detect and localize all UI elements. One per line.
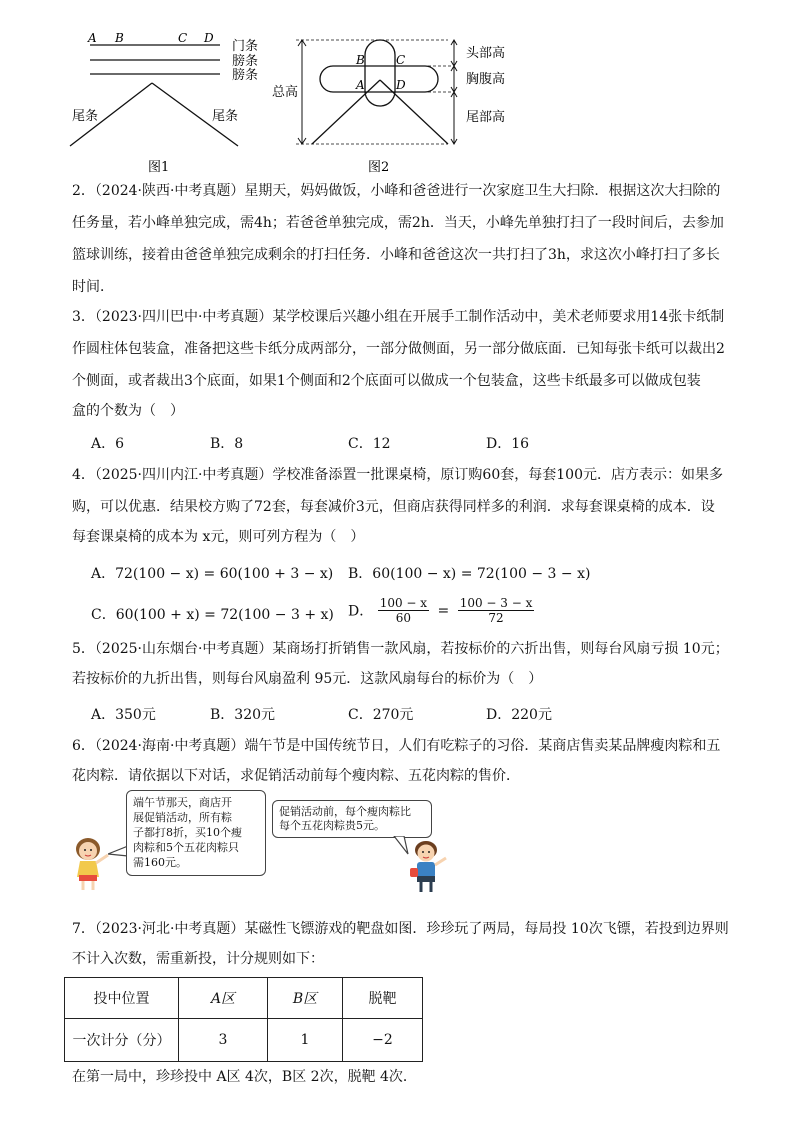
question-text: 购，可以优惠．结果校方购了72套，每套减价3元，但商店获得同样多的利润．求每套课桌椅的成本．设: [72, 499, 715, 515]
bubble-line: 需160元。: [133, 856, 187, 869]
table-header-row: [65, 978, 423, 1019]
option-b: B．320元: [210, 707, 276, 723]
point-label: C: [178, 31, 188, 45]
speech-bubble-right: [272, 800, 432, 838]
table-header-cell: A区: [179, 978, 268, 1019]
question-text: 若按标价的九折出售，则每台风扇盈利 95元．这款风扇每台的标价为（ ）: [72, 671, 543, 687]
tail-label: 尾条: [212, 109, 239, 124]
bubble-tail-left: [108, 844, 128, 858]
table-header-cell: 投中位置: [65, 978, 179, 1019]
option-c: C．270元: [348, 707, 414, 723]
fraction-right: [458, 596, 535, 625]
question-text: 4．（2025·四川内江·中考真题）学校准备添置一批课桌椅，原订购60套，每套100元．店方表示：如果多: [72, 467, 723, 483]
boy-illustration: [404, 838, 454, 894]
point-label: D: [396, 78, 406, 92]
question-text: 7．（2023·河北·中考真题）某磁性飞镖游戏的靶盘如图．珍珍玩了两局，每局投 10次飞镖，若投到边界则: [72, 921, 729, 937]
option-a: A．6: [91, 436, 125, 452]
question-text: 6．（2024·海南·中考真题）端午节是中国传统节日，人们有吃粽子的习俗．某商店售卖某品牌瘦肉粽和五: [72, 738, 721, 754]
table-row: [65, 1019, 423, 1062]
point-label: B: [356, 53, 365, 67]
bubble-line: 展促销活动，所有粽: [133, 811, 232, 824]
numerator: 100 − x: [379, 596, 428, 610]
option-a: A．72(100 − x) = 60(100 + 3 − x): [91, 566, 334, 582]
table-cell: 3: [179, 1019, 268, 1062]
head-height-label: 头部高: [466, 46, 506, 61]
point-label: C: [396, 53, 406, 67]
question-text: 5．（2025·山东烟台·中考真题）某商场打折销售一款风扇，若按标价的六折出售，则每台风扇亏损 10元；: [72, 641, 729, 657]
bubble-line: 肉粽和5个五花肉粽只: [133, 841, 239, 854]
question-text: 在第一局中，珍珍投中 A区 4次，B区 2次，脱靶 4次．: [72, 1069, 417, 1085]
table-header-cell: 脱靶: [343, 978, 423, 1019]
chest-height-label: 胸腹高: [466, 72, 506, 87]
bubble-line: 端午节那天，商店开: [133, 796, 232, 809]
point-label: A: [88, 31, 97, 45]
question-text: 不计入次数，需重新投，计分规则如下：: [72, 951, 324, 967]
table-header-cell: B区: [268, 978, 343, 1019]
strip-label: 膀条: [232, 68, 259, 83]
tail-label: 尾条: [72, 109, 99, 124]
question-text: 花肉粽．请依据以下对话，求促销活动前每个瘦肉粽、五花肉粽的售价．: [72, 768, 520, 784]
figure-1: [60, 28, 280, 178]
question-text: 每套课桌椅的成本为 x元，则可列方程为（ ）: [72, 529, 365, 545]
table-cell: −2: [343, 1019, 423, 1062]
scoring-table: [64, 977, 423, 1062]
denominator: 60: [395, 611, 411, 625]
option-d-prefix: D．: [348, 603, 374, 620]
total-height-label: 总高: [272, 85, 299, 100]
option-a: A．350元: [91, 707, 156, 723]
question-text: 盒的个数为（ ）: [72, 403, 184, 419]
option-d: D．220元: [486, 707, 552, 723]
strip-label: 门条: [232, 39, 259, 54]
question-text: 篮球训练，接着由爸爸单独完成剩余的打扫任务．小峰和爸爸这次一共打扫了3h，求这次小峰打扫了多长: [72, 247, 720, 263]
option-d: [348, 596, 534, 625]
speech-bubble-left: [126, 790, 266, 876]
figure-caption: 图1: [148, 160, 170, 175]
figure-2: [268, 28, 528, 178]
bubble-line: 每个五花肉粽贵5元。: [279, 819, 385, 832]
point-label: B: [115, 31, 124, 45]
question-text: 任务量，若小峰单独完成，需4h；若爸爸单独完成，需2h．当天，小峰先单独打扫了一段时间后，去参加: [72, 215, 724, 231]
strip-label: 膀条: [232, 54, 259, 69]
question-text: 2．（2024·陕西·中考真题）星期天，妈妈做饭，小峰和爸爸进行一次家庭卫生大扫除．根据这次大扫除的: [72, 183, 721, 199]
denominator: 72: [488, 611, 504, 625]
bubble-line: 子都打8折，买10个瘦: [133, 826, 242, 839]
question-text: 3．（2023·四川巴中·中考真题）某学校课后兴趣小组在开展手工制作活动中，美术老师要求用14张卡纸制: [72, 309, 725, 325]
option-b: B．8: [210, 436, 244, 452]
fraction-left: [378, 596, 429, 625]
point-label: D: [204, 31, 214, 45]
option-d: D．16: [486, 436, 530, 452]
point-label: A: [356, 78, 365, 92]
tail-height-label: 尾部高: [466, 110, 506, 125]
table-cell: 一次计分（分）: [65, 1019, 179, 1062]
bubble-line: 促销活动前，每个瘦肉粽比: [279, 805, 411, 818]
question-text: 时间．: [72, 279, 114, 295]
table-cell: 1: [268, 1019, 343, 1062]
question-text: 个侧面，或者裁出3个底面，如果1个侧面和2个底面可以做成一个包装盒，这些卡纸最多可以做成包装: [72, 373, 701, 389]
option-b: B．60(100 − x) = 72(100 − 3 − x): [348, 566, 591, 582]
figure-caption: 图2: [368, 160, 390, 175]
numerator: 100 − 3 − x: [459, 596, 533, 610]
option-c: C．12: [348, 436, 391, 452]
question-text: 作圆柱体包装盒，准备把这些卡纸分成两部分，一部分做侧面，另一部分做底面．已知每张卡纸可以裁出2: [72, 341, 725, 357]
equals-sign: =: [437, 602, 450, 619]
option-c: C．60(100 + x) = 72(100 − 3 + x): [91, 607, 334, 623]
